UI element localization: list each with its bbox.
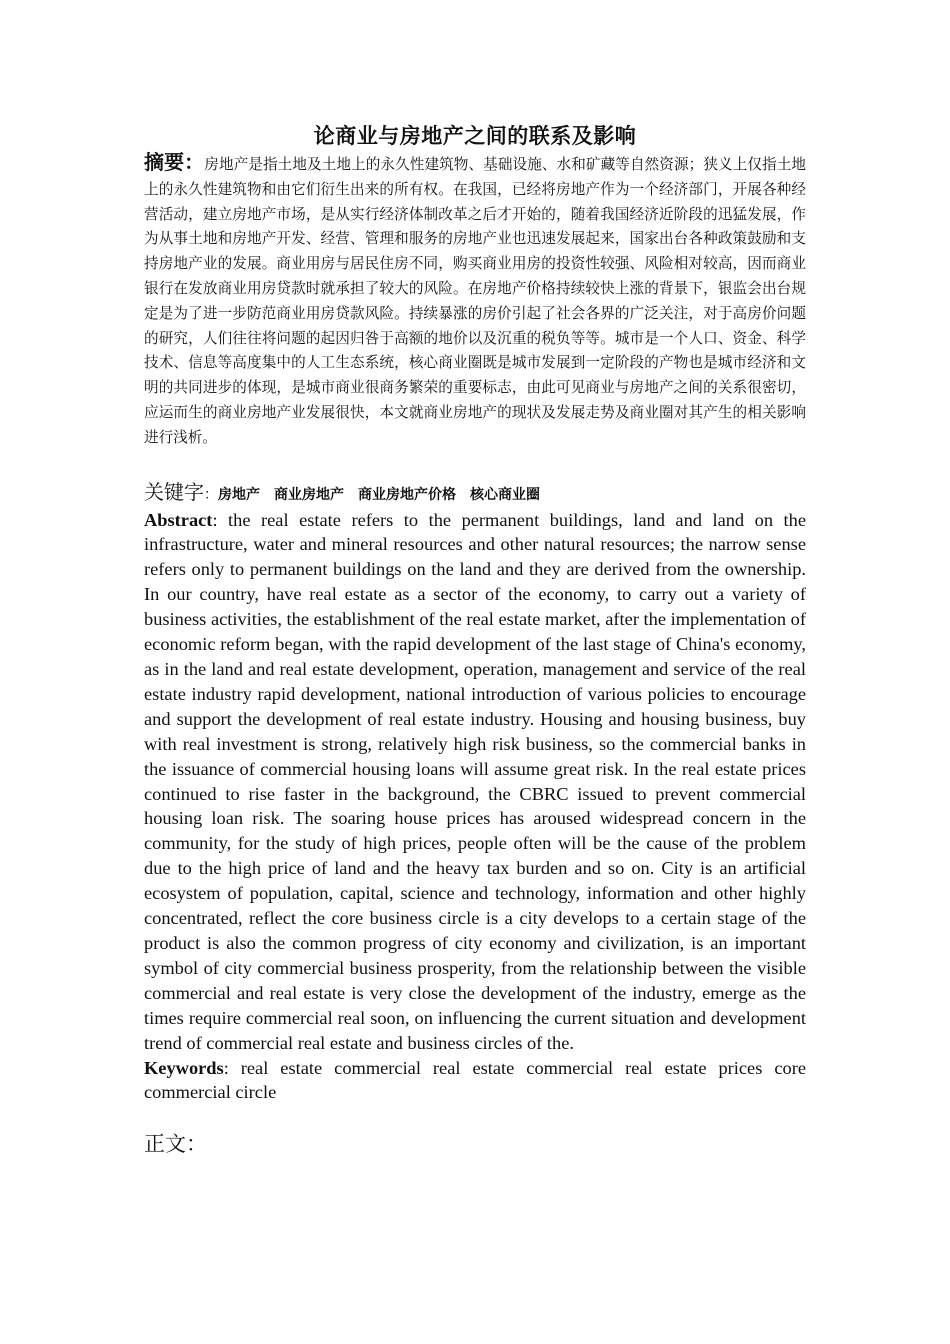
english-abstract <box>144 508 806 1056</box>
document-title: 论商业与房地产之间的联系及影响 <box>313 124 637 148</box>
chinese-keywords-list: 房地产 商业房地产 商业房地产价格 核心商业圈 <box>218 486 540 503</box>
english-keywords-label: Keywords <box>144 1057 224 1078</box>
chinese-abstract-text: 房地产是指土地及土地上的永久性建筑物、基础设施、水和矿藏等自然资源；狭义上仅指土地上的永久性建筑物和由它们衍生出来的所有权。在我国，已经将房地产作为一个经济部门，开展各种经营活动，建立房地产市场，是从实行经济体制改革之后才开始的，随着我国经济近阶段的迅猛发展，作为从事土地和房地产开发、经营、管理和服务的房地产业也迅速发展起来，国家出台各种政策鼓励和支持房地产业的发展。商业用房与居民住房不同，购买商业用房的投资性较强、风险相对较高，因而商业银行在发放商业用房贷款时就承担了较大的风险。在房地产价格持续较快上涨的背景下，银监会出台规定是为了进一步防范商业用房贷款风险。持续暴涨的房价引起了社会各界的广泛关注，对于高房价问题的研究，人们往往将问题的起因归咎于高额的地价以及沉重的税负等等。城市是一个人口、资金、科学技术、信息等高度集中的人工生态系统，核心商业圈既是城市发展到一定阶段的产物也是城市经济和文明的共同进步的体现，是城市商业很商务繁荣的重要标志，由此可见商业与房地产之间的关系很密切，应运而生的商业房地产业发展很快，本文就商业房地产的现状及发展走势及商业圈对其产生的相关影响进行浅析。 <box>144 156 806 446</box>
english-abstract-text: : the real estate refers to the permanent buildings, land and land on the infrastructure, water and mineral resources and other natural resources; the narrow sense refers only to permanent buildings on the land and they are derived from the ownership. In our country, have real estate as a sector of the economy, to carry out a variety of business activities, the establishment of the real estate market, after the implementation of economic reform began, with the rapid development of the last stage of China's economy, as in the land and real estate development, operation, management and service of the real estate industry rapid development, national introduction of various policies to encourage and support the development of real estate industry. Housing and housing business, buy with real investment is strong, relatively high risk business, so the commercial banks in the issuance of commercial housing loans will assume great risk. In the real estate prices continued to rise faster in the background, the CBRC issued to prevent commercial housing loan risk. The soaring house prices has aroused widespread concern in the community, for the study of high prices, people often will be the cause of the problem due to the high price of land and the heavy tax burden and so on. City is an artificial ecosystem of population, capital, science and technology, information and other highly concentrated, reflect the core business circle is a city develops to a certain stage of the product is also the common progress of city economy and civilization, is an important symbol of city commercial business prosperity, from the relationship between the visible commercial and real estate is very close the development of the industry, emerge as the times require commercial real soon, on influencing the current situation and development trend of commercial real estate and business circles of the. <box>144 509 806 1053</box>
english-abstract-label: Abstract <box>144 509 213 530</box>
chinese-abstract-label: 摘要： <box>144 150 205 174</box>
chinese-keywords <box>144 479 806 508</box>
english-keywords-text: : real estate commercial real estate commercial real estate prices core commercial circle <box>144 1057 806 1103</box>
document-page <box>144 120 806 1160</box>
english-keywords <box>144 1056 806 1106</box>
chinese-abstract <box>144 150 806 451</box>
chinese-keywords-colon: ： <box>204 486 218 503</box>
chinese-keywords-label: 关键字 <box>144 479 204 504</box>
body-heading: 正文： <box>144 1132 207 1157</box>
